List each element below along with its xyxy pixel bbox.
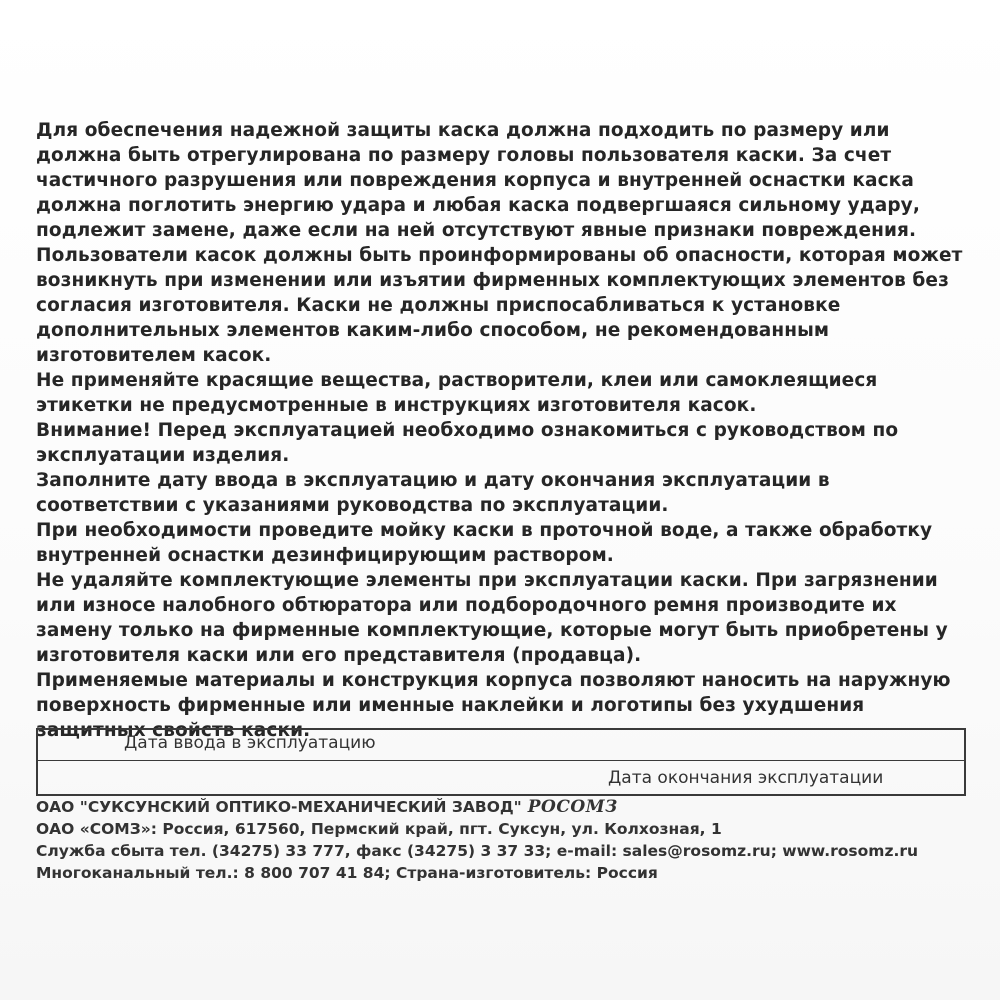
service-date-table	[36, 728, 966, 796]
start-date-label: Дата ввода в эксплуатацию	[124, 733, 376, 753]
start-date-cell	[38, 730, 964, 761]
hotline-line: Многоканальный тел.: 8 800 707 41 84; Страна-изготовитель: Россия	[36, 864, 658, 882]
manufacturer-name-line	[36, 796, 936, 818]
address-line: ОАО «СОМЗ»: Россия, 617560, Пермский край, пгт. Суксун, ул. Колхозная, 1	[36, 820, 722, 838]
brand-logo: РОСОМЗ	[527, 797, 618, 817]
paragraph-cleaning: При необходимости проведите мойку каски в проточной воде, а также обработку внутренней оснастки дезинфицирующим раствором.	[36, 520, 933, 566]
paragraph-fit: Для обеспечения надежной защиты каска должна подходить по размеру или должна быть отрегулирована по размеру головы пользователя каски. За счет частичного разрушения или повреждения корпуса и внутренней оснастки каска должна поглотить энергию удара и любая каска подвергшаяся сильному удару, подлежит замене, даже если на ней отсутствуют явные признаки повреждения.	[36, 120, 920, 241]
paragraph-stickers: Применяемые материалы и конструкция корпуса позволяют наносить на наружную поверхность фирменные или именные наклейки и логотипы без ухудшения защитных свойств каски.	[36, 670, 951, 741]
manufacturer-info	[36, 796, 936, 884]
instruction-text	[36, 118, 976, 743]
paragraph-components: Не удаляйте комплектующие элементы при эксплуатации каски. При загрязнении или износе налобного обтюратора или подбородочного ремня производите их замену только на фирменные комплектующие, которые могут быть приобретены у изготовителя каски или его представителя (продавца).	[36, 570, 948, 666]
contacts-line: Служба сбыта тел. (34275) 33 777, факс (34275) 3 37 33; e-mail: sales@rosomz.ru; www.rosomz.ru	[36, 842, 919, 860]
manufacturer-name: ОАО "СУКСУНСКИЙ ОПТИКО-МЕХАНИЧЕСКИЙ ЗАВОД"	[36, 798, 522, 816]
paragraph-dates: Заполните дату ввода в эксплуатацию и дату окончания эксплуатации в соответствии с указаниями руководства по эксплуатации.	[36, 470, 830, 516]
end-date-cell	[38, 760, 964, 796]
paragraph-attention: Внимание! Перед эксплуатацией необходимо ознакомиться с руководством по эксплуатации изделия.	[36, 420, 899, 466]
paragraph-modification-warning: Пользователи касок должны быть проинформированы об опасности, которая может возникнуть при изменении или изъятии фирменных комплектующих элементов без согласия изготовителя. Каски не должны приспосабливаться к установке дополнительных элементов каким-либо способом, не рекомендованным изготовителем касок.	[36, 245, 963, 366]
paragraph-chemicals: Не применяйте красящие вещества, растворители, клеи или самоклеящиеся этикетки не предусмотренные в инструкциях изготовителя касок.	[36, 370, 878, 416]
end-date-label: Дата окончания эксплуатации	[608, 768, 884, 788]
